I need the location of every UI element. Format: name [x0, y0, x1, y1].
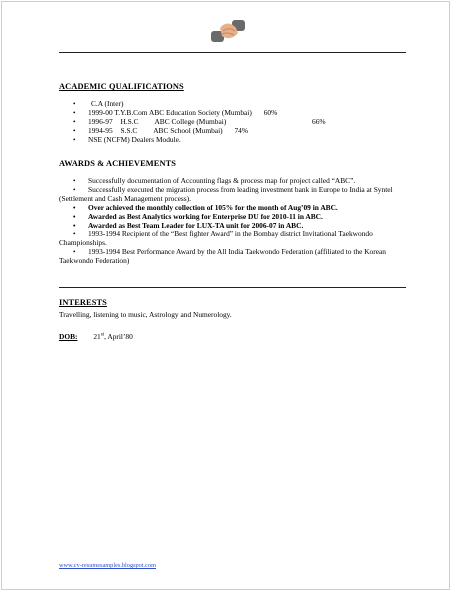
academic-list	[59, 100, 409, 145]
bullet-icon: •	[73, 230, 76, 239]
list-item: • 1993-1994 Recipient of the “Best fighter Award” in the Bombay district Invitational Taekwondo Championships.	[59, 229, 373, 248]
bullet-icon: •	[73, 221, 76, 230]
list-item: • 1996-97 H.S.C ABC College (Mumbai) 66%	[73, 116, 326, 126]
bullet-icon: •	[73, 177, 76, 185]
interests-text: Travelling, listening to music, Astrology and Numerology.	[59, 310, 232, 319]
list-item: • C.A (Inter)	[73, 99, 124, 108]
bullet-icon: •	[73, 185, 76, 194]
list-item: • Successfully executed the migration process from leading investment bank in Europe to India at Syntel (Settlement and Cash Management process).	[59, 184, 393, 203]
bullet-icon: •	[73, 135, 76, 144]
bullet-icon: •	[73, 108, 76, 117]
top-divider	[59, 52, 406, 53]
list-item: • 1993-1994 Best Performance Award by the All India Taekwondo Federation (affiliated to the Korean Taekwondo Federation)	[59, 247, 386, 266]
bullet-icon: •	[73, 203, 76, 212]
bullet-icon: •	[73, 117, 76, 126]
resume-page	[1, 1, 450, 590]
bullet-icon: •	[73, 126, 76, 135]
section-divider	[59, 287, 406, 288]
footer-link[interactable]: www.cv-resumesamples.blogspot.com	[59, 562, 156, 569]
list-item: • Awarded as Best Analytics working for Enterprise DU for 2010-11 in ABC.	[73, 211, 323, 221]
list-item: • Successfully documentation of Accounting flags & process map for project called “ABC”.	[73, 176, 356, 185]
handshake-icon	[211, 16, 245, 46]
awards-list	[59, 177, 409, 266]
list-item: • Awarded as Best Team Leader for LUX-TA unit for 2006-07 in ABC.	[73, 220, 304, 230]
bullet-icon: •	[73, 212, 76, 221]
interests-heading: INTERESTS	[59, 298, 107, 307]
dob-line	[59, 332, 133, 341]
list-item: • 1994-95 S.S.C ABC School (Mumbai) 74%	[73, 125, 249, 135]
list-item: • 1999-00 T.Y.B.Com ABC Education Society (Mumbai) 60%	[73, 107, 278, 117]
list-item: • Over achieved the monthly collection of 105% for the month of Aug’09 in ABC.	[73, 202, 338, 212]
list-item: • NSE (NCFM) Dealers Module.	[73, 134, 181, 144]
awards-heading: AWARDS & ACHIEVEMENTS	[59, 159, 177, 168]
bullet-icon: •	[73, 248, 76, 257]
dob-label: DOB:	[59, 332, 78, 341]
dob-value: 21st, April’80	[93, 332, 133, 341]
academic-heading: ACADEMIC QUALIFICATIONS	[59, 82, 184, 91]
bullet-icon: •	[73, 100, 76, 108]
